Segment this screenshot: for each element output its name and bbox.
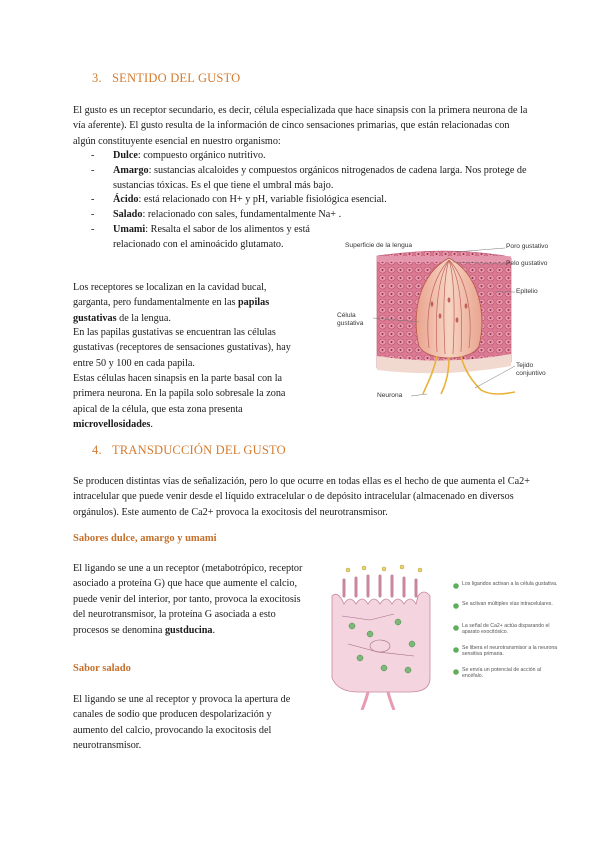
cells-paragraph: En las papilas gustativas se encuentran las células gustativas (receptores de sensaciones gustativas), hay entre 50 y 100 en cada papila. <box>73 327 291 369</box>
label-pore: Poro gustativo <box>506 243 549 250</box>
section-3-heading <box>92 71 240 86</box>
salty-paragraph: El ligando se une al receptor y provoca la apertura de canales de sodio que producen despolarización y aumento del calcio, provocando la exocitosis del neurotransmisor. <box>73 694 291 752</box>
list-item: - Umami: Resalta el sabor de los alimentos y está relacionado con el aminoácido glutamato. <box>91 223 310 250</box>
subheading-salty: Sabor salado <box>73 663 131 674</box>
receptors-paragraph: Los receptores se localizan en la cavidad bucal, garganta, pero fundamentalmente en las papilas gustativas de la lengua. <box>73 282 270 324</box>
taste-cell <box>332 592 430 692</box>
section-3-intro: El gusto es un receptor secundario, es decir, célula especializada que hace sinapsis con la primera neurona de la vía aferente). El gusto resulta de la información de cinco sensaciones primarias, que están relacionadas con algún constituyente esencial en nuestro organismo: <box>73 105 528 147</box>
taste-term: Salado <box>113 209 143 221</box>
legend-item: Los ligandos activan a la célula gustativa. <box>462 581 558 587</box>
legend-item: La señal de Ca2+ actúa disparando el aparato exocitósico. <box>462 623 550 636</box>
transduction-figure <box>318 560 563 710</box>
list-item: - Amargo: sustancias alcaloides y compuestos orgánicos nitrogenados de cadena larga. Nos protege de sustancias tóxicas. Es el que tiene el umbral más bajo. <box>91 164 527 191</box>
list-item: - Salado: relacionado con sales, fundamentalmente Na+ . <box>91 209 342 221</box>
section-4-intro: Se producen distintas vías de señalización, pero lo que ocurre en todas ellas es el hecho de que aumenta el Ca2+ intracelular que puede venir desde el líquido extracelular o de depósito intracelular (almacenado en diversos orgánulos). Este aumento de Ca2+ provoca la exocitosis del neurotransmisor. <box>73 476 530 518</box>
list-item: - Ácido: está relacionado con H+ y pH, variable fisiológica esencial. <box>91 194 387 206</box>
section-number: 4. <box>92 443 102 457</box>
legend-item: Se envía un potencial de acción al encéfalo. <box>462 667 542 680</box>
section-4-heading <box>92 443 286 458</box>
taste-term: Dulce <box>113 150 138 161</box>
taste-term: Ácido <box>113 194 139 206</box>
label-cell: Célula gustativa <box>337 312 364 327</box>
taste-term: Umami <box>113 223 146 235</box>
label-connective: Tejido conjuntivo <box>516 362 546 377</box>
sweet-bitter-umami-paragraph: El ligando se une a un receptor (metabotrópico, receptor asociado a proteína G) que hace que aumente el calcio, puede venir del interior, por tanto, provoca la exocitosis del neurotransmisor, la proteína G asociada a esto procesos se denomina gustducina. <box>73 563 303 636</box>
taste-bud-figure <box>315 234 585 404</box>
legend-item: Se activan múltiples vías intracelulares. <box>462 601 553 607</box>
section-title: SENTIDO DEL GUSTO <box>112 71 241 85</box>
legend-item: Se libera el neurotransmisor a la neurona sensitiva primaria. <box>462 645 558 658</box>
label-neuron: Neurona <box>377 392 403 399</box>
synapse-paragraph: Estas células hacen sinapsis en la parte basal con la primera neurona. En la papila solo sobresale la zona apical de la célula, que esta zona presenta microvellosidades. <box>73 373 286 431</box>
label-receptor: Pelo gustativo <box>506 260 548 267</box>
list-item: - Dulce: compuesto orgánico nutritivo. <box>91 150 266 161</box>
subheading-sweet-bitter-umami: Sabores dulce, amargo y umami <box>73 533 217 544</box>
taste-term: Amargo <box>113 164 149 176</box>
section-title: TRANSDUCCIÓN DEL GUSTO <box>112 443 286 457</box>
label-surface: Superficie de la lengua <box>345 242 413 249</box>
section-number: 3. <box>92 71 102 85</box>
label-epithelium: Epitelio <box>516 288 538 295</box>
